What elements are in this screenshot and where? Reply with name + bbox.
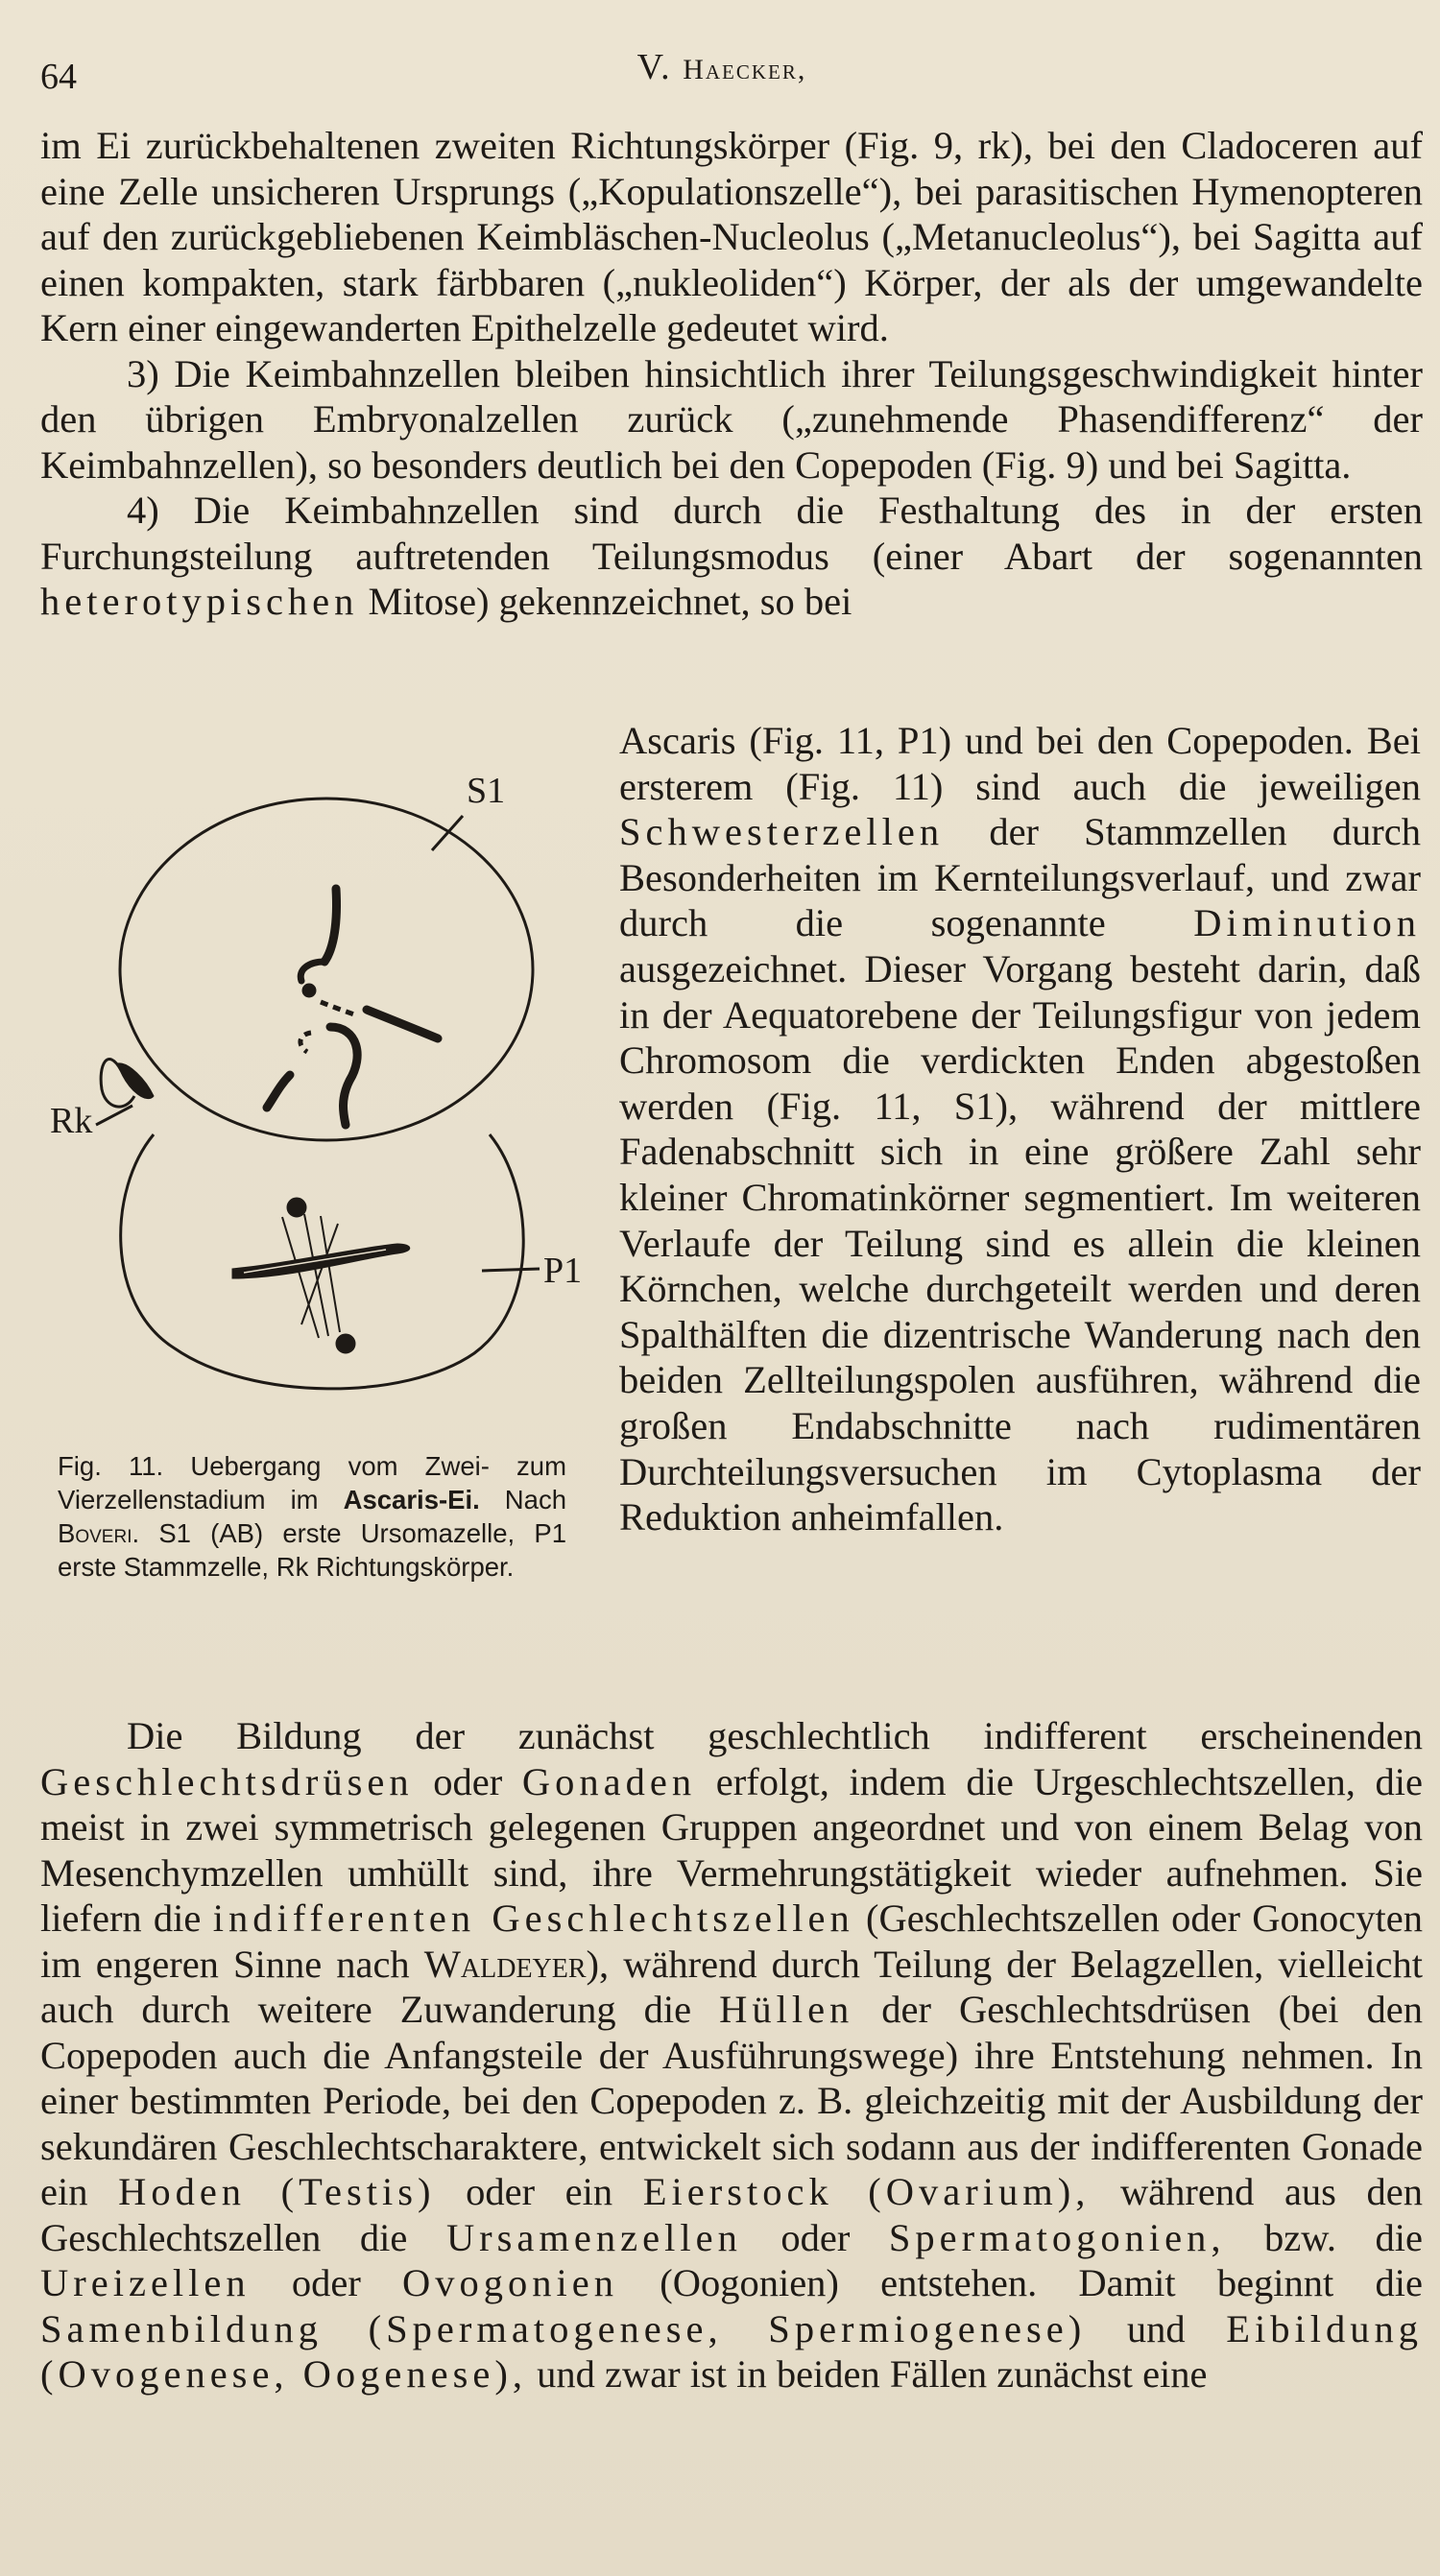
text-run: erfolgt, indem die Urgeschlechtszellen, die meist in zwei symmetrisch gelegenen Gruppen angeordnet und von einem Belag von Mesenchymzellen umhüllt sind, ihre Vermehrungstätigkeit wieder aufnehmen. Sie liefern die xyxy=(40,1759,1424,1940)
label-rk: Rk xyxy=(50,1101,93,1141)
side-part3: ausgezeichnet. Dieser Vorgang besteht darin, daß in der Aequatorebene der Teilungsfigur von jedem Chromosom die verdickten Enden abgestoßen werden (Fig. 11, S1), während der mittlere Fadenabschnitt sich in eine größere Zahl sehr kleiner Chromatinkörner segmentiert. Im weiteren Verlaufe der Teilung sind es allein die kleinen Körnchen, welche durchgeteilt werden und deren Spalthälften die dizentrische Wanderung nach den beiden Zellteilungspolen ausführen, während die großen Endabschnitte nach rudimentären Durchteilungsversuchen im Cytoplasma der Reduktion anheimfallen. xyxy=(619,946,1421,1539)
text-run: oder xyxy=(433,1759,503,1803)
label-p1: P1 xyxy=(543,1251,583,1291)
page-header xyxy=(40,46,1404,104)
caption-part3: S1 (AB) erste Ursomazelle, P1 erste Stammzelle, Rk Richtungskörper. xyxy=(58,1518,566,1582)
polar-body-chromatin xyxy=(117,1063,154,1099)
side-spaced2: Diminution xyxy=(1193,901,1421,945)
spaced-term: Ovogonien xyxy=(402,2261,619,2304)
caption-author: Boveri. xyxy=(58,1518,140,1548)
spaced-term: Ursamenzellen xyxy=(445,2215,742,2259)
text-run: und xyxy=(1126,2306,1186,2350)
running-head-author: Haecker, xyxy=(683,54,807,85)
caption-part1: Fig. 11. Uebergang vom Zwei- zum Vierzellenstadium im xyxy=(58,1451,566,1515)
spaced-term: Eierstock (Ovarium), xyxy=(642,2170,1091,2213)
running-head xyxy=(40,46,1404,88)
chromosome xyxy=(300,962,324,981)
text-run: oder ein xyxy=(466,2170,613,2213)
spindle-fiber xyxy=(282,1217,319,1338)
chromosome xyxy=(367,1010,438,1038)
text-run: während aus den Geschlechtszellen die xyxy=(40,2170,1424,2259)
figure-drawing xyxy=(40,739,607,1449)
spaced-term: Spermatogonien, xyxy=(888,2215,1226,2259)
paragraph-4-spaced: heterotypischen xyxy=(40,580,359,623)
chromosome xyxy=(300,1033,311,1052)
paragraph-top-1: im Ei zurückbehaltenen zweiten Richtungskörper (Fig. 9, rk), bei den Cladoceren auf eine Zelle unsicheren Ursprungs („Kopulationszelle“), bei parasitischen Hymenopteren auf den zurückgebliebenen Keimbläschen-Nucleolus („Metanucleolus“), bei Sagitta auf einen kompakten, stark färbbaren („nukleoliden“) Körper, der als der umgewandelte Kern einer eingewanderten Epithelzelle gedeutet wird. xyxy=(40,124,1423,349)
text-run: Die Bildung der zunächst geschlechtlich indifferent erscheinenden xyxy=(127,1714,1423,1757)
chromosome xyxy=(324,889,337,962)
centrosome xyxy=(336,1334,355,1353)
paragraph-4-tail: Mitose) gekennzeichnet, so bei xyxy=(368,580,852,623)
leader-s1 xyxy=(432,816,463,850)
spaced-term: Gonaden xyxy=(521,1759,697,1803)
spaced-term: Hoden (Testis) xyxy=(118,2170,436,2213)
bottom-text-block xyxy=(40,1713,1423,2397)
text-run: (Geschlechtszellen oder Gonocyten im engeren Sinne nach xyxy=(40,1896,1424,1986)
text-run: oder xyxy=(780,2215,851,2259)
chromosome xyxy=(321,1002,357,1015)
caption-part2: Nach xyxy=(504,1485,566,1515)
paragraph-4-lead: 4) Die Keimbahnzellen sind durch die Festhaltung des in der ersten Furchungsteilung auftretenden Teilungsmodus (einer Abart der sogenannten xyxy=(40,489,1423,578)
paragraph-4 xyxy=(40,488,1423,625)
side-part2: der Stammzellen durch Besonderheiten im Kernteilungsverlauf, und zwar durch die sogenannte xyxy=(619,810,1421,945)
paragraph-gonads xyxy=(40,1713,1423,2397)
spindle-fiber xyxy=(301,1224,338,1324)
page-number: 64 xyxy=(40,57,77,97)
caption-bold: Ascaris-Ei. xyxy=(343,1485,480,1515)
running-head-initial: V. xyxy=(636,47,672,87)
spindle-fiber xyxy=(304,1214,328,1336)
side-text-block xyxy=(619,718,1421,1540)
leader-rk xyxy=(96,1106,132,1125)
chromosome xyxy=(267,1075,290,1108)
spaced-term: Eibildung (Ovogenese, Oogenese), xyxy=(40,2306,1424,2396)
paragraph-3: 3) Die Keimbahnzellen bleiben hinsichtlich ihrer Teilungsgeschwindigkeit hinter den übrigen Embryonalzellen zurück („zunehmende Phasendifferenz“ der Keimbahnzellen), so besonders deutlich bei den Copepoden (Fig. 9) und bei Sagitta. xyxy=(40,351,1423,487)
text-run: während durch Teilung der Belagzellen, vielleicht auch durch weitere Zuwanderung die xyxy=(40,1942,1424,2031)
spaced-term: Samenbildung (Spermatogenese, Spermiogenese) xyxy=(40,2306,1087,2350)
side-spaced1: Schwesterzellen xyxy=(619,810,945,854)
top-text-block xyxy=(40,123,1423,625)
figure-caption xyxy=(58,1449,566,1584)
text-run: oder xyxy=(291,2261,361,2304)
author-name: Waldeyer), xyxy=(423,1942,610,1986)
text-run: bzw. die xyxy=(1264,2215,1424,2259)
chromosome xyxy=(330,1027,357,1125)
centrosome xyxy=(302,984,316,997)
text-run: (Oogonien) entstehen. Damit beginnt die xyxy=(660,2261,1423,2304)
spaced-term: Ureizellen xyxy=(40,2261,251,2304)
upper-cell-s1 xyxy=(120,799,533,1140)
leader-p1 xyxy=(482,1269,540,1271)
spaced-term: Geschlechtsdrüsen xyxy=(40,1759,414,1803)
spaced-term: Hüllen xyxy=(719,1988,854,2031)
side-part1: Ascaris (Fig. 11, P1) und bei den Copepoden. Bei ersterem (Fig. 11) sind auch die jeweiligen xyxy=(619,719,1421,808)
spaced-term: indifferenten Geschlechtszellen xyxy=(212,1896,854,1940)
text-run: der Geschlechtsdrüsen (bei den Copepoden auch die Anfangsteile der Ausführungswege) ihre Entstehung nehmen. In einer bestimmten Periode, bei den Copepoden z. B. gleichzeitig mit der Ausbildung der sekundären Geschlechtscharaktere, entwickelt sich sodann aus der indifferenten Gonade ein xyxy=(40,1988,1423,2213)
text-run: und zwar ist in beiden Fällen zunächst eine xyxy=(537,2352,1208,2396)
label-s1: S1 xyxy=(467,771,506,811)
centrosome xyxy=(287,1198,306,1217)
